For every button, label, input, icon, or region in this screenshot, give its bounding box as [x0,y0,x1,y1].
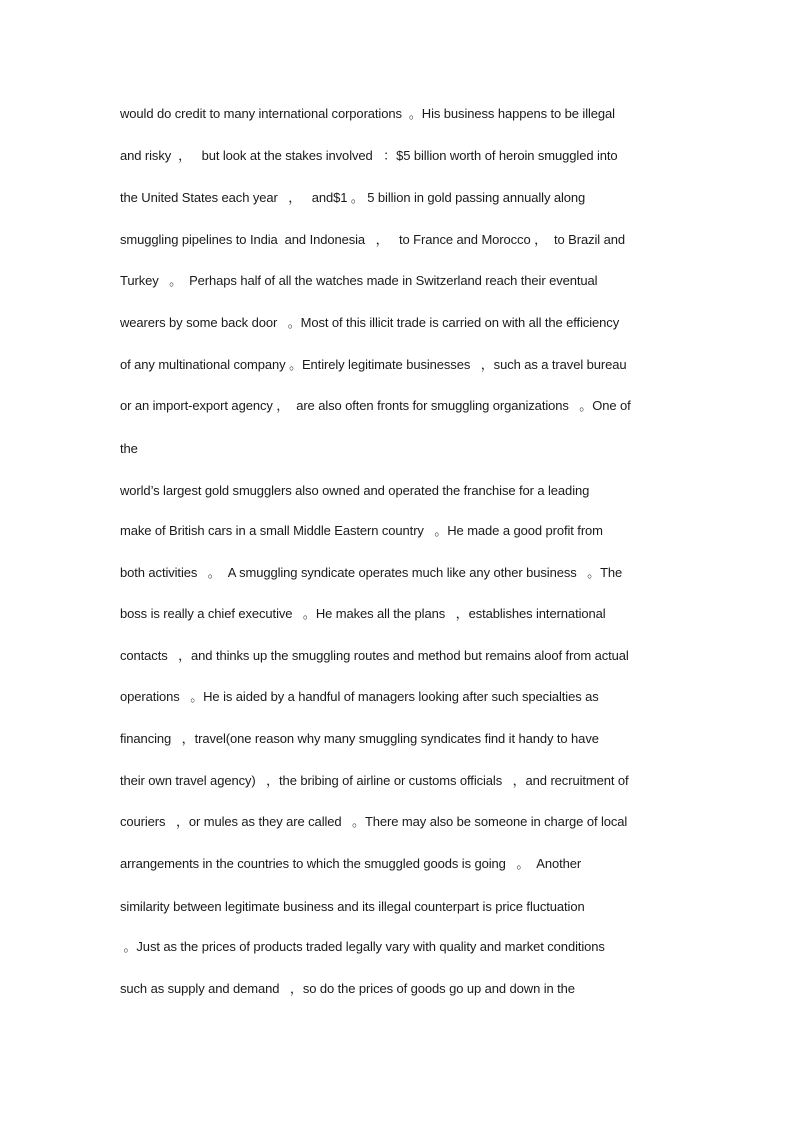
text-line: boss is really a chief executive 。He makes all the plans ，establishes international [120,606,606,621]
body-text [120,104,680,999]
text-line: 。Just as the prices of products traded legally vary with quality and market conditions [120,939,605,954]
text-line: Turkey 。 Perhaps half of all the watches made in Switzerland reach their eventual [120,273,598,288]
text-line: financing ，travel(one reason why many smuggling syndicates find it handy to have [120,731,599,746]
text-line: such as supply and demand ，so do the prices of goods go up and down in the [120,981,575,996]
text-line: and risky ， but look at the stakes involved ：$5 billion worth of heroin smuggled into [120,148,618,163]
text-line: their own travel agency) ，the bribing of airline or customs officials ，and recruitment of [120,773,629,788]
text-line: world’s largest gold smugglers also owned and operated the franchise for a leading [120,483,590,498]
text-line: wearers by some back door 。Most of this illicit trade is carried on with all the efficiency [120,315,620,330]
text-line: arrangements in the countries to which the smuggled goods is going 。 Another [120,856,582,871]
text-line: operations 。He is aided by a handful of managers looking after such specialties as [120,689,599,704]
text-line: couriers ，or mules as they are called 。There may also be someone in charge of local [120,814,628,829]
text-line: of any multinational company 。Entirely legitimate businesses ，such as a travel bureau [120,357,627,372]
text-line: similarity between legitimate business and its illegal counterpart is price fluctuation [120,899,585,914]
text-line: contacts ，and thinks up the smuggling routes and method but remains aloof from actual [120,648,629,663]
text-line: or an import-export agency ， are also often fronts for smuggling organizations 。One of [120,398,631,413]
text-line: the [120,441,138,456]
text-line: the United States each year ， and$1 。 5 billion in gold passing annually along [120,190,586,205]
text-line: would do credit to many international corporations 。His business happens to be illegal [120,106,615,121]
text-line: make of British cars in a small Middle Eastern country 。He made a good profit from [120,523,603,538]
text-line: both activities 。 A smuggling syndicate operates much like any other business 。The [120,565,623,580]
text-line: smuggling pipelines to India and Indonesia ， to France and Morocco ， to Brazil and [120,232,625,247]
